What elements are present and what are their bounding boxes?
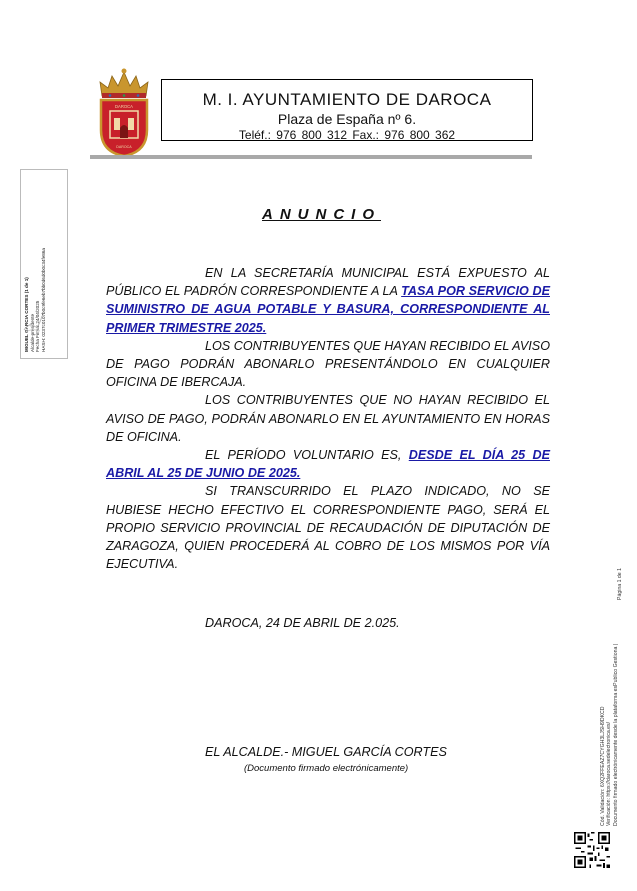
document-heading: ANUNCIO	[262, 206, 381, 223]
letterhead-title: M. I. AYUNTAMIENTO DE DAROCA	[202, 90, 492, 109]
stamp-hash: HASH: 0237c0107b0c9fe6eb7bb0d6d0b0c34fe86a	[40, 248, 46, 352]
header-divider	[90, 155, 532, 159]
stamp-date: Fecha Firma: 24/04/2025	[35, 300, 41, 352]
letterhead-address: Plaza de España nº 6.	[277, 111, 417, 127]
letterhead-phone-fax: Teléf.: 976 800 312 Fax.: 976 800 362	[238, 128, 456, 142]
tasa-link[interactable]: TASA POR SERVICIO DE SUMINISTRO DE AGUA POTABLE Y BASURA, CORRESPONDIENTE AL PRIMER TRIMESTRE 2025.	[106, 284, 550, 335]
signature-name: EL ALCALDE.- MIGUEL GARCÍA CORTES	[205, 745, 447, 759]
verification-text	[600, 644, 619, 826]
verification-platform: Documento firmado electrónicamente desde la plataforma esPublico Gestiona |	[612, 643, 619, 826]
coat-of-arms-logo	[96, 66, 152, 158]
page-number: Página 1 de 1	[617, 567, 623, 600]
paragraph-no-aviso: LOS CONTRIBUYENTES QUE NO HAYAN RECIBIDO EL AVISO DE PAGO, PODRÁN ABONARLO EN EL AYUNTAMIENTO EN HORAS DE OFICINA.	[106, 393, 550, 444]
paragraph-recaudacion: SI TRANSCURRIDO EL PLAZO INDICADO, NO SE HUBIESE HECHO EFECTIVO EL CORRESPONDIENTE PAGO, SERÁ EL PROPIO SERVICIO PROVINCIAL DE RECAUDACIÓN DE DIPUTACIÓN DE ZARAGOZA, QUIEN PROCEDERÁ AL COBRO DE LOS MISMOS POR VÍA EJECUTIVA.	[106, 484, 550, 572]
paragraph-periodo	[106, 446, 550, 482]
paragraph-text: EN LA SECRETARÍA MUNICIPAL ESTÁ EXPUESTO AL PÚBLICO EL PADRÓN CORRESPONDIENTE A LA	[106, 266, 550, 299]
verification-url[interactable]: Verificación: https://daroca.sedelectronica.es/	[606, 721, 613, 826]
qr-code-icon[interactable]	[574, 832, 610, 868]
signature-scribble-icon	[22, 312, 44, 334]
crown-icon	[100, 69, 148, 99]
date-line: DAROCA, 24 DE ABRIL DE 2.025.	[205, 616, 400, 630]
letterhead-box	[161, 79, 533, 141]
svg-text:DAROCA: DAROCA	[115, 104, 133, 109]
stamp-role: Alcalde-presidente	[29, 313, 35, 352]
periodo-link[interactable]: DESDE EL DÍA 25 DE ABRIL AL 25 DE JUNIO DE 2025.	[106, 448, 550, 481]
verification-code: Cód. Validación: 6XQ2FFEAZ7CYGH3LJSH9DKCD	[600, 706, 606, 826]
paragraph-aviso-pago: LOS CONTRIBUYENTES QUE HAYAN RECIBIDO EL AVISO DE PAGO PODRÁN ABONARLO PRESENTÁNDOLO EN CUALQUIER OFICINA DE IBERCAJA.	[106, 338, 550, 390]
signature-note: (Documento firmado electrónicamente)	[244, 763, 409, 774]
stamp-signer: MIGUEL GARCIA CORTES (1 de 1)	[24, 277, 29, 352]
paragraph-text: EL PERÍODO VOLUNTARIO ES,	[205, 448, 409, 463]
paragraph-padron	[106, 264, 550, 337]
shield-icon	[101, 100, 147, 156]
svg-text:DAROCA: DAROCA	[116, 145, 132, 149]
announcement-body	[106, 264, 550, 573]
signature-stamp-text	[24, 248, 46, 352]
